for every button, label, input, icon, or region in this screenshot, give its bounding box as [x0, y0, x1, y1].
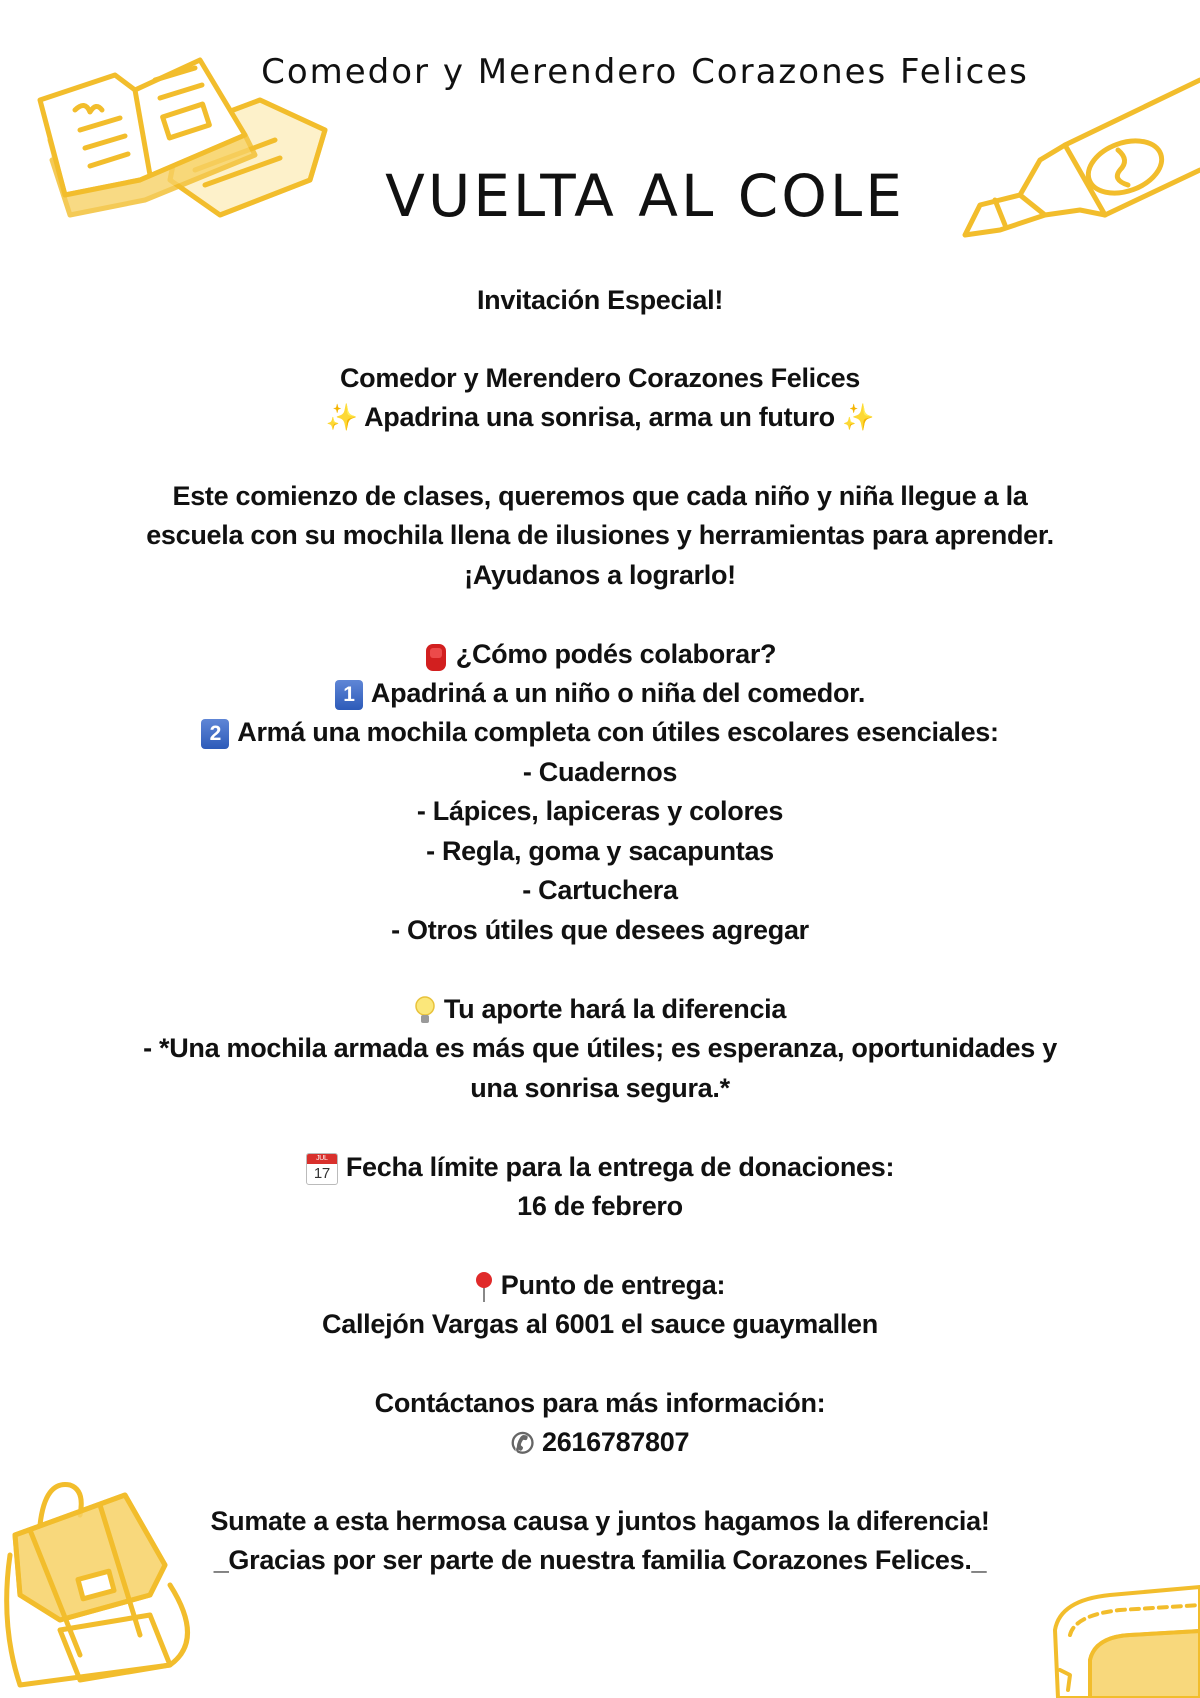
- impact-quote-line: una sonrisa segura.*: [470, 1073, 730, 1103]
- impact-quote-line: - *Una mochila armada es más que útiles; es esperanza, oportunidades y: [143, 1033, 1057, 1063]
- supply-item: - Cuadernos: [522, 757, 678, 787]
- description-line: escuela con su mochila llena de ilusiones y herramientas para aprender.: [146, 520, 1054, 550]
- slogan: [0, 402, 1200, 433]
- sparkle-icon: ✨: [325, 402, 358, 432]
- calendar-icon: [306, 1153, 338, 1185]
- organization-heading: Comedor y Merendero Corazones Felices: [261, 52, 1029, 92]
- delivery-heading: [0, 1270, 1200, 1303]
- calendar-month: JUL: [307, 1154, 337, 1164]
- pencil-case-illustration: [1050, 1575, 1200, 1698]
- phone-icon: ✆: [510, 1428, 534, 1460]
- step-text: Apadriná a un niño o niña del comedor.: [370, 678, 866, 708]
- slogan-text: Apadrina una sonrisa, arma un futuro: [364, 402, 835, 432]
- deadline-heading: [0, 1152, 1200, 1185]
- impact-heading: [0, 994, 1200, 1027]
- backpack-icon: [424, 640, 448, 672]
- collaborate-heading-text: ¿Cómo podés colaborar?: [455, 639, 777, 669]
- page-title: VUELTA AL COLE: [385, 162, 905, 230]
- collaborate-heading: [0, 639, 1200, 672]
- description-line: ¡Ayudanos a lograrlo!: [464, 560, 736, 590]
- impact-heading-text: Tu aporte hará la diferencia: [443, 994, 787, 1024]
- supply-item: - Regla, goma y sacapuntas: [426, 836, 774, 866]
- description-line: Este comienzo de clases, queremos que cada niño y niña llegue a la: [172, 481, 1028, 511]
- invitation-heading: Invitación Especial!: [476, 285, 724, 315]
- contact-phone-line: [0, 1427, 1200, 1460]
- closing-thanks: _Gracias por ser parte de nuestra familia Corazones Felices._: [213, 1545, 987, 1575]
- calendar-day: 17: [313, 1164, 330, 1182]
- step-item: [0, 678, 1200, 710]
- keycap-2-icon: 2: [201, 719, 229, 749]
- contact-label: Contáctanos para más información:: [374, 1388, 826, 1418]
- supply-item: - Otros útiles que desees agregar: [391, 915, 809, 945]
- delivery-label: Punto de entrega:: [500, 1270, 726, 1300]
- supply-item: - Cartuchera: [522, 875, 678, 905]
- deadline-date: 16 de febrero: [517, 1191, 683, 1221]
- keycap-1-icon: 1: [335, 680, 363, 710]
- delivery-address: Callejón Vargas al 6001 el sauce guaymallen: [322, 1309, 878, 1339]
- backpack-illustration: [0, 1465, 220, 1698]
- closing-line: Sumate a esta hermosa causa y juntos hagamos la diferencia!: [210, 1506, 990, 1536]
- supply-item: - Lápices, lapiceras y colores: [416, 796, 784, 826]
- org-name: Comedor y Merendero Corazones Felices: [339, 363, 861, 393]
- pushpin-icon: [475, 1271, 493, 1303]
- contact-phone[interactable]: 2616787807: [542, 1427, 690, 1457]
- step-item: [0, 717, 1200, 749]
- sparkle-icon: ✨: [842, 402, 875, 432]
- deadline-label: Fecha límite para la entrega de donaciones:: [345, 1152, 895, 1182]
- step-text: Armá una mochila completa con útiles escolares esenciales:: [237, 717, 999, 747]
- lightbulb-icon: [414, 995, 436, 1027]
